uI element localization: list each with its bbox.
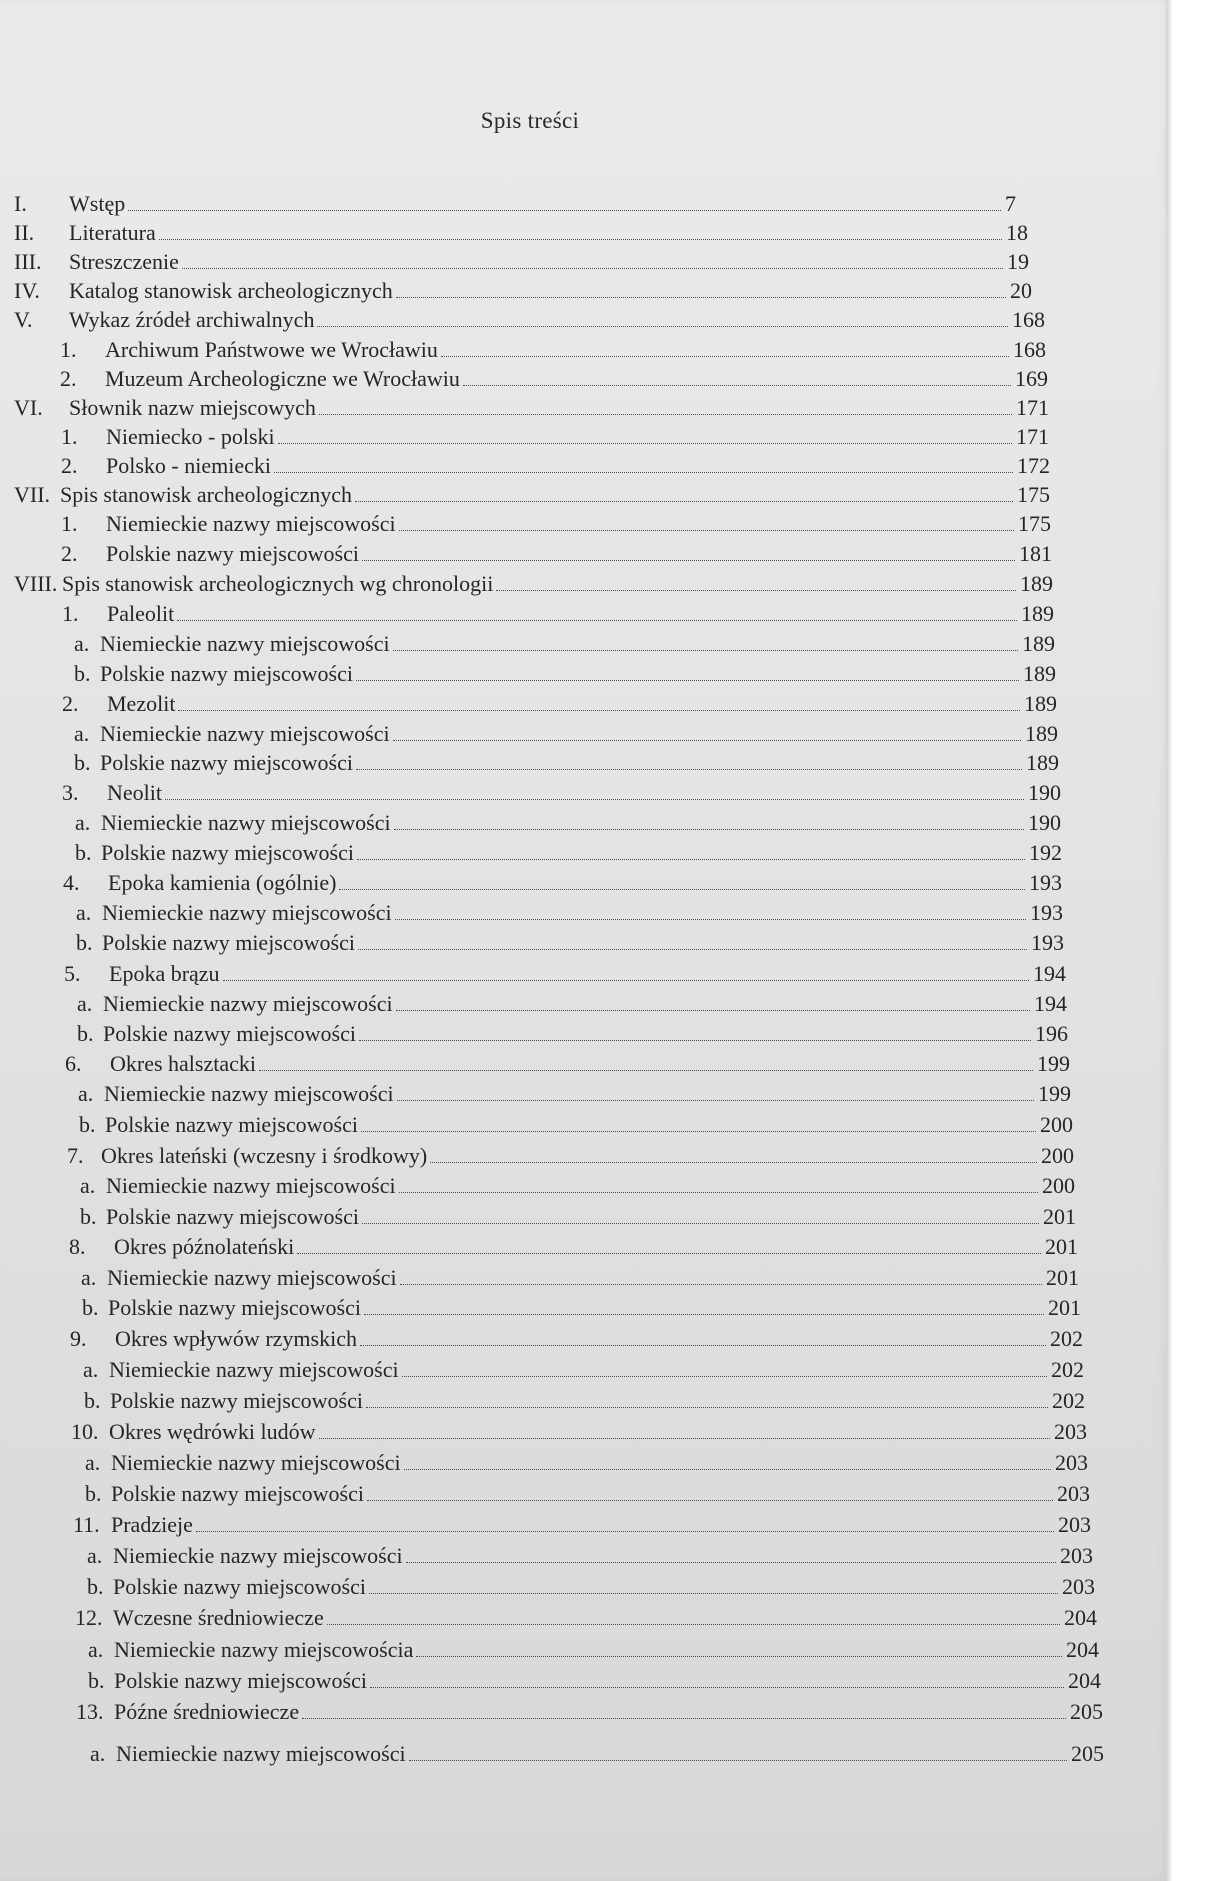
- toc-number: 13.: [76, 1699, 104, 1724]
- dot-leader: [404, 1469, 1051, 1470]
- toc-entry-21: [62, 779, 1061, 807]
- toc-label: Okres wędrówki ludów: [109, 1419, 316, 1444]
- toc-number: a.: [78, 1081, 94, 1106]
- toc-number: 2.: [61, 453, 78, 478]
- toc-page-number: 194: [1033, 961, 1066, 986]
- dot-leader: [394, 829, 1024, 830]
- toc-page-number: 201: [1048, 1295, 1081, 1320]
- toc-label: Wykaz źródeł archiwalnych: [69, 307, 315, 332]
- toc-number: IV.: [14, 278, 40, 303]
- toc-entry-36: [69, 1233, 1078, 1261]
- toc-number: b.: [74, 661, 91, 686]
- toc-label: Neolit: [107, 780, 162, 805]
- toc-label: Katalog stanowisk archeologicznych: [69, 278, 393, 303]
- toc-entry-12: [61, 510, 1051, 538]
- toc-number: b.: [80, 1204, 97, 1229]
- toc-number: 6.: [65, 1051, 82, 1076]
- toc-number: 3.: [62, 780, 79, 805]
- toc-number: 2.: [62, 691, 79, 716]
- toc-label: Polskie nazwy miejscowości: [105, 1112, 358, 1137]
- dot-leader: [128, 210, 1001, 211]
- dot-leader: [297, 1253, 1041, 1254]
- toc-number: a.: [87, 1543, 103, 1568]
- toc-label: Polskie nazwy miejscowości: [113, 1574, 366, 1599]
- toc-number: II.: [14, 220, 35, 245]
- dot-leader: [159, 239, 1002, 240]
- toc-page-number: 204: [1064, 1605, 1097, 1630]
- toc-page-number: 171: [1016, 424, 1049, 449]
- toc-entry-50: [88, 1667, 1101, 1695]
- toc-entry-40: [83, 1356, 1084, 1384]
- toc-label: Polskie nazwy miejscowości: [100, 750, 353, 775]
- toc-number: a.: [74, 631, 90, 656]
- dot-leader: [396, 297, 1006, 298]
- toc-page-number: 205: [1071, 1741, 1104, 1766]
- dot-leader: [397, 1100, 1034, 1101]
- toc-label: Epoka kamienia (ogólnie): [108, 870, 337, 895]
- dot-leader: [399, 1192, 1038, 1193]
- toc-page-number: 199: [1037, 1051, 1070, 1076]
- toc-entry-29: [77, 1020, 1068, 1048]
- toc-entry-4: [14, 277, 1032, 305]
- toc-label: Niemieckie nazwy miejscowości: [100, 631, 390, 656]
- dot-leader: [364, 1314, 1044, 1315]
- toc-entry-14: [14, 570, 1053, 598]
- dot-leader: [366, 1407, 1048, 1408]
- dot-leader: [369, 1593, 1058, 1594]
- toc-page-number: 172: [1017, 453, 1050, 478]
- toc-label: Niemieckie nazwy miejscowości: [116, 1741, 406, 1766]
- dot-leader: [362, 560, 1015, 561]
- toc-number: V.: [14, 307, 33, 332]
- dot-leader: [223, 980, 1029, 981]
- toc-number: 2.: [60, 366, 77, 391]
- dot-leader: [367, 1500, 1053, 1501]
- dot-leader: [441, 356, 1009, 357]
- toc-page-number: 19: [1007, 249, 1029, 274]
- toc-page-number: 189: [1026, 750, 1059, 775]
- dot-leader: [317, 326, 1008, 327]
- toc-number: b.: [79, 1112, 96, 1137]
- toc-label: Streszczenie: [69, 249, 179, 274]
- toc-entry-7: [60, 365, 1048, 393]
- dot-leader: [358, 949, 1027, 950]
- toc-entry-49: [88, 1636, 1099, 1664]
- toc-entry-22: [75, 809, 1061, 837]
- toc-number: 2.: [61, 541, 78, 566]
- toc-page-number: 200: [1042, 1173, 1075, 1198]
- toc-page-number: 168: [1013, 337, 1046, 362]
- toc-entry-27: [64, 960, 1066, 988]
- toc-label: Polskie nazwy miejscowości: [106, 1204, 359, 1229]
- toc-page-number: 201: [1045, 1234, 1078, 1259]
- toc-label: Okres lateński (wczesny i środkowy): [101, 1143, 428, 1168]
- toc-number: 9.: [70, 1326, 87, 1351]
- dot-leader: [402, 1376, 1047, 1377]
- toc-label: Niemiecko - polski: [106, 424, 275, 449]
- toc-page-number: 203: [1062, 1574, 1095, 1599]
- toc-number: I.: [14, 191, 27, 216]
- toc-label: Wczesne średniowiecze: [113, 1605, 324, 1630]
- toc-label: Polskie nazwy miejscowości: [106, 541, 359, 566]
- toc-entry-6: [60, 336, 1046, 364]
- dot-leader: [274, 472, 1013, 473]
- toc-entry-13: [61, 540, 1052, 568]
- toc-label: Niemieckie nazwy miejscowości: [103, 991, 393, 1016]
- toc-number: b.: [82, 1295, 99, 1320]
- toc-page-number: 7: [1005, 191, 1016, 216]
- toc-page-number: 192: [1029, 840, 1062, 865]
- dot-leader: [400, 1284, 1042, 1285]
- toc-number: 1.: [62, 601, 79, 626]
- toc-entry-37: [81, 1264, 1079, 1292]
- toc-number: a.: [76, 900, 92, 925]
- toc-number: a.: [90, 1741, 106, 1766]
- toc-label: Niemieckie nazwy miejscowości: [109, 1357, 399, 1382]
- toc-entry-48: [75, 1604, 1097, 1632]
- toc-page-number: 193: [1030, 900, 1063, 925]
- toc-number: b.: [74, 750, 91, 775]
- toc-entry-16: [74, 630, 1055, 658]
- toc-label: Okres późnolateński: [114, 1234, 295, 1259]
- toc-number: a.: [74, 721, 90, 746]
- toc-entry-30: [65, 1050, 1070, 1078]
- dot-leader: [357, 859, 1025, 860]
- toc-number: a.: [83, 1357, 99, 1382]
- toc-number: b.: [76, 930, 93, 955]
- toc-label: Wstęp: [69, 191, 126, 216]
- toc-page-number: 199: [1038, 1081, 1071, 1106]
- toc-page-number: 205: [1070, 1699, 1103, 1724]
- toc-number: 1.: [61, 511, 78, 536]
- toc-entry-44: [85, 1480, 1090, 1508]
- toc-label: Niemieckie nazwy miejscowości: [104, 1081, 394, 1106]
- toc-label: Słownik nazw miejscowych: [69, 395, 316, 420]
- toc-number: a.: [77, 991, 93, 1016]
- toc-number: 7.: [67, 1143, 84, 1168]
- dot-leader: [370, 1687, 1064, 1688]
- toc-label: Późne średniowiecze: [114, 1699, 300, 1724]
- toc-label: Niemieckie nazwy miejscowości: [102, 900, 392, 925]
- toc-label: Polskie nazwy miejscowości: [102, 930, 355, 955]
- toc-entry-3: [14, 248, 1029, 276]
- toc-entry-5: [14, 306, 1045, 334]
- toc-entry-19: [74, 720, 1058, 748]
- toc-page-number: 203: [1054, 1419, 1087, 1444]
- toc-page-number: 200: [1041, 1143, 1074, 1168]
- dot-leader: [399, 530, 1014, 531]
- toc-number: b.: [84, 1388, 101, 1413]
- toc-page-number: 201: [1043, 1204, 1076, 1229]
- toc-page-number: 189: [1021, 601, 1054, 626]
- toc-label: Niemieckie nazwy miejscowości: [100, 721, 390, 746]
- toc-label: Paleolit: [107, 601, 175, 626]
- dot-leader: [319, 1438, 1050, 1439]
- toc-page-number: 193: [1029, 870, 1062, 895]
- toc-label: Polskie nazwy miejscowości: [100, 661, 353, 686]
- toc-label: Polsko - niemiecki: [106, 453, 271, 478]
- toc-label: Polskie nazwy miejscowości: [103, 1021, 356, 1046]
- toc-entry-1: [14, 190, 1016, 218]
- toc-page-number: 190: [1028, 810, 1061, 835]
- dot-leader: [278, 443, 1012, 444]
- dot-leader: [496, 590, 1016, 591]
- toc-entry-45: [73, 1511, 1091, 1539]
- toc-page-number: 175: [1018, 511, 1051, 536]
- dot-leader: [178, 710, 1020, 711]
- toc-page-number: 169: [1015, 366, 1048, 391]
- dot-leader: [196, 1531, 1054, 1532]
- toc-label: Okres halsztacki: [110, 1051, 256, 1076]
- toc-entry-25: [76, 899, 1063, 927]
- toc-number: b.: [88, 1668, 105, 1693]
- toc-page-number: 200: [1040, 1112, 1073, 1137]
- toc-number: 10.: [71, 1419, 99, 1444]
- toc-entry-8: [14, 394, 1049, 422]
- toc-number: 1.: [60, 337, 77, 362]
- toc-number: a.: [81, 1265, 97, 1290]
- toc-entry-35: [80, 1203, 1076, 1231]
- toc-entry-47: [87, 1573, 1095, 1601]
- toc-page-number: 175: [1017, 482, 1050, 507]
- toc-number: VI.: [14, 395, 43, 420]
- dot-leader: [356, 680, 1019, 681]
- toc-number: a.: [75, 810, 91, 835]
- toc-label: Mezolit: [107, 691, 176, 716]
- dot-leader: [409, 1760, 1067, 1761]
- dot-leader: [463, 385, 1011, 386]
- toc-entry-2: [14, 219, 1028, 247]
- toc-label: Epoka brązu: [109, 961, 220, 986]
- toc-page-number: 203: [1058, 1512, 1091, 1537]
- toc-entry-34: [80, 1172, 1075, 1200]
- toc-page-number: 20: [1010, 278, 1032, 303]
- toc-label: Literatura: [69, 220, 156, 245]
- toc-entry-51: [76, 1698, 1103, 1726]
- toc-entry-20: [74, 749, 1059, 777]
- toc-page-number: 202: [1052, 1388, 1085, 1413]
- toc-number: 1.: [61, 424, 78, 449]
- toc-label: Archiwum Państwowe we Wrocławiu: [105, 337, 438, 362]
- toc-entry-52: [90, 1740, 1104, 1768]
- toc-entry-10: [61, 452, 1050, 480]
- toc-label: Niemieckie nazwy miejscowości: [106, 511, 396, 536]
- toc-entry-41: [84, 1387, 1085, 1415]
- toc-page-number: 203: [1055, 1450, 1088, 1475]
- toc-number: III.: [14, 249, 42, 274]
- dot-leader: [430, 1162, 1037, 1163]
- toc-entry-39: [70, 1325, 1083, 1353]
- toc-entry-26: [76, 929, 1064, 957]
- toc-page-number: 168: [1012, 307, 1045, 332]
- toc-page-number: 189: [1022, 631, 1055, 656]
- toc-entry-31: [78, 1080, 1071, 1108]
- toc-number: VIII.: [14, 571, 58, 596]
- toc-page-number: 201: [1046, 1265, 1079, 1290]
- dot-leader: [396, 1010, 1030, 1011]
- toc-label: Niemieckie nazwy miejscowości: [111, 1450, 401, 1475]
- toc-label: Niemieckie nazwy miejscowości: [106, 1173, 396, 1198]
- toc-entry-33: [67, 1142, 1074, 1170]
- toc-page-number: 181: [1019, 541, 1052, 566]
- toc-label: Polskie nazwy miejscowości: [101, 840, 354, 865]
- dot-leader: [327, 1624, 1060, 1625]
- toc-entry-17: [74, 660, 1056, 688]
- toc-number: a.: [85, 1450, 101, 1475]
- toc-entry-9: [61, 423, 1049, 451]
- toc-entry-28: [77, 990, 1067, 1018]
- toc-entry-23: [75, 839, 1062, 867]
- toc-entry-32: [79, 1111, 1073, 1139]
- toc-label: Niemieckie nazwy miejscowości: [101, 810, 391, 835]
- dot-leader: [393, 650, 1018, 651]
- toc-label: Spis stanowisk archeologicznych wg chronologii: [62, 571, 494, 596]
- toc-number: 4.: [63, 870, 80, 895]
- dot-leader: [182, 268, 1003, 269]
- dot-leader: [259, 1070, 1033, 1071]
- toc-page-number: 203: [1057, 1481, 1090, 1506]
- toc-number: 12.: [75, 1605, 103, 1630]
- dot-leader: [355, 501, 1013, 502]
- dot-leader: [416, 1656, 1062, 1657]
- toc-page-number: 196: [1035, 1021, 1068, 1046]
- toc-label: Spis stanowisk archeologicznych: [60, 482, 353, 507]
- dot-leader: [356, 769, 1022, 770]
- toc-entry-46: [87, 1542, 1093, 1570]
- toc-entry-15: [62, 600, 1054, 628]
- toc-label: Niemieckie nazwy miejscowościa: [114, 1637, 414, 1662]
- dot-leader: [362, 1223, 1039, 1224]
- toc-label: Okres wpływów rzymskich: [115, 1326, 357, 1351]
- toc-label: Muzeum Archeologiczne we Wrocławiu: [105, 366, 460, 391]
- dot-leader: [393, 740, 1021, 741]
- toc-page-number: 18: [1006, 220, 1028, 245]
- toc-page-number: 202: [1050, 1326, 1083, 1351]
- toc-page-number: 202: [1051, 1357, 1084, 1382]
- toc-number: b.: [75, 840, 92, 865]
- toc-page-number: 204: [1066, 1637, 1099, 1662]
- dot-leader: [339, 889, 1025, 890]
- dot-leader: [319, 414, 1012, 415]
- toc-number: b.: [77, 1021, 94, 1046]
- toc-page-number: 189: [1023, 661, 1056, 686]
- toc-number: 11.: [73, 1512, 100, 1537]
- toc-page-number: 189: [1024, 691, 1057, 716]
- dot-leader: [302, 1718, 1066, 1719]
- dot-leader: [165, 799, 1024, 800]
- dot-leader: [406, 1562, 1056, 1563]
- dot-leader: [361, 1131, 1036, 1132]
- toc-label: Polskie nazwy miejscowości: [111, 1481, 364, 1506]
- toc-page-number: 189: [1020, 571, 1053, 596]
- toc-entry-43: [85, 1449, 1088, 1477]
- toc-page-number: 204: [1068, 1668, 1101, 1693]
- toc-page-number: 203: [1060, 1543, 1093, 1568]
- toc-entry-42: [71, 1418, 1087, 1446]
- dot-leader: [360, 1345, 1046, 1346]
- toc-page-number: 189: [1025, 721, 1058, 746]
- toc-entry-38: [82, 1294, 1081, 1322]
- toc-page-number: 171: [1016, 395, 1049, 420]
- dot-leader: [395, 919, 1026, 920]
- toc-label: Pradzieje: [111, 1512, 193, 1537]
- toc-page-number: 193: [1031, 930, 1064, 955]
- toc-entry-24: [63, 869, 1062, 897]
- page-title: Spis treści: [480, 108, 580, 133]
- toc-number: b.: [85, 1481, 102, 1506]
- toc-number: a.: [80, 1173, 96, 1198]
- dot-leader: [359, 1040, 1031, 1041]
- toc-number: 8.: [69, 1234, 86, 1259]
- toc-entry-11: [14, 481, 1050, 509]
- toc-label: Polskie nazwy miejscowości: [110, 1388, 363, 1413]
- toc-number: a.: [88, 1637, 104, 1662]
- toc-number: b.: [87, 1574, 104, 1599]
- dot-leader: [177, 620, 1017, 621]
- toc-label: Niemieckie nazwy miejscowości: [113, 1543, 403, 1568]
- toc-page-number: 190: [1028, 780, 1061, 805]
- toc-number: 5.: [64, 961, 81, 986]
- toc-page-number: 194: [1034, 991, 1067, 1016]
- toc-label: Niemieckie nazwy miejscowości: [107, 1265, 397, 1290]
- toc-entry-18: [62, 690, 1057, 718]
- toc-label: Polskie nazwy miejscowości: [114, 1668, 367, 1693]
- toc-label: Polskie nazwy miejscowości: [108, 1295, 361, 1320]
- toc-number: VII.: [14, 482, 51, 507]
